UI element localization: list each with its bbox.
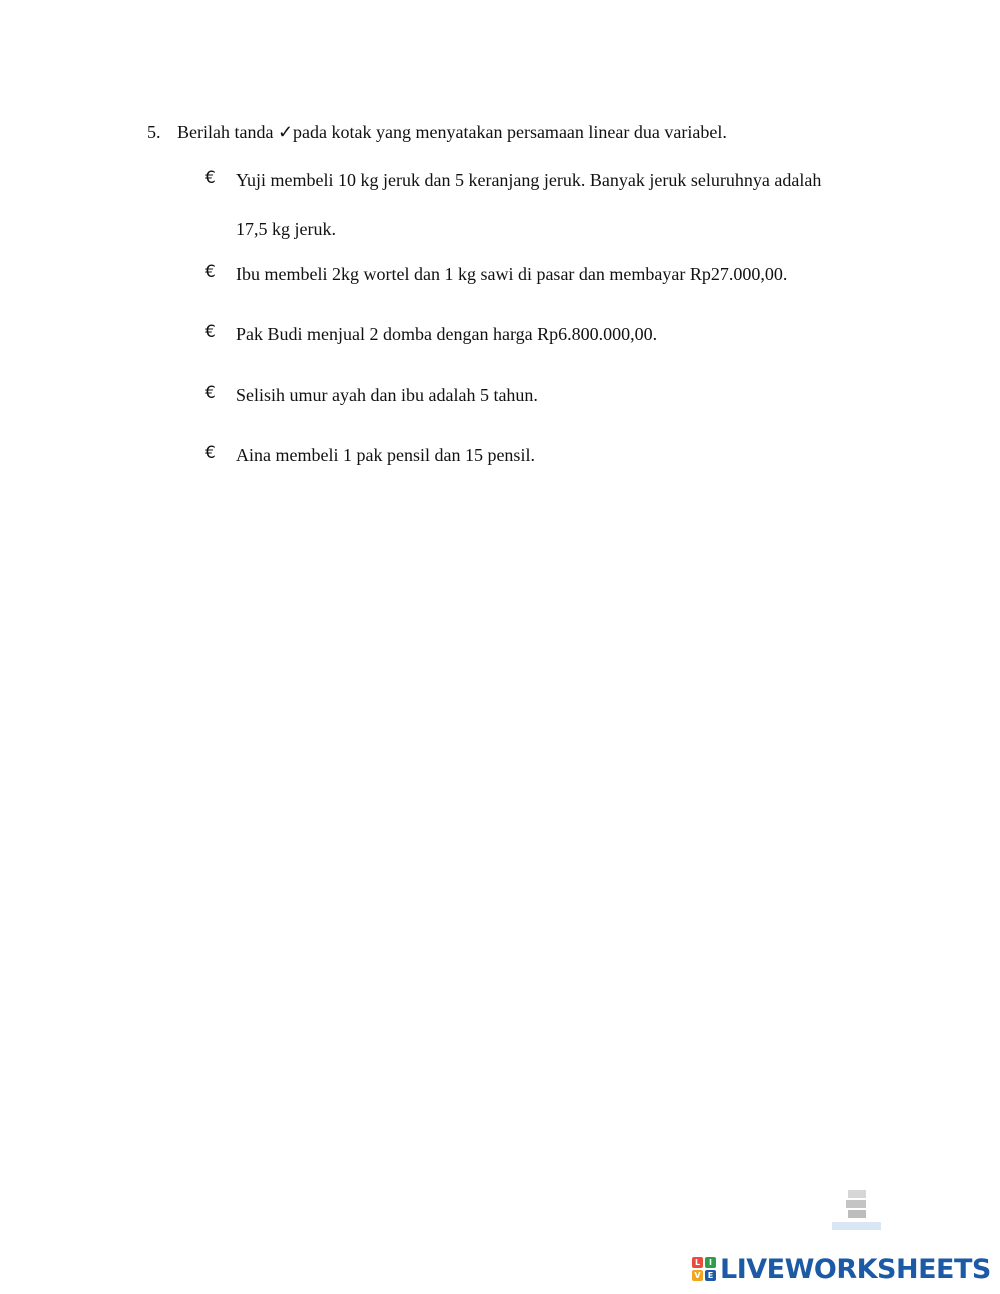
logo-letter-e: E xyxy=(705,1270,716,1281)
checkbox-icon[interactable]: € xyxy=(205,168,216,188)
checkbox-icon[interactable]: € xyxy=(205,322,216,342)
checkbox-icon[interactable]: € xyxy=(205,262,216,282)
liveworksheets-logo xyxy=(692,1254,991,1284)
option-text: Selisih umur ayah dan ibu adalah 5 tahun. xyxy=(236,385,538,405)
logo-letter-i: I xyxy=(705,1257,716,1268)
blurred-watermark-image xyxy=(832,1190,881,1232)
question-number: 5. xyxy=(147,122,161,142)
logo-grid-icon xyxy=(692,1257,716,1281)
checkbox-icon[interactable]: € xyxy=(205,443,216,463)
option-text: Ibu membeli 2kg wortel dan 1 kg sawi di pasar dan membayar Rp27.000,00. xyxy=(236,264,788,284)
checkbox-icon[interactable]: € xyxy=(205,383,216,403)
question-5 xyxy=(147,121,727,143)
option-text: Aina membeli 1 pak pensil dan 15 pensil. xyxy=(236,445,535,465)
logo-letter-l: L xyxy=(692,1257,703,1268)
logo-letter-v: V xyxy=(692,1270,703,1281)
logo-text: LIVEWORKSHEETS xyxy=(720,1253,991,1285)
option-text: Yuji membeli 10 kg jeruk dan 5 keranjang jeruk. Banyak jeruk seluruhnya adalah xyxy=(236,170,822,190)
option-text: Pak Budi menjual 2 domba dengan harga Rp6.800.000,00. xyxy=(236,324,658,344)
question-text: Berilah tanda ✓pada kotak yang menyatakan persamaan linear dua variabel. xyxy=(177,122,727,142)
option-text-continued: 17,5 kg jeruk. xyxy=(236,219,336,239)
